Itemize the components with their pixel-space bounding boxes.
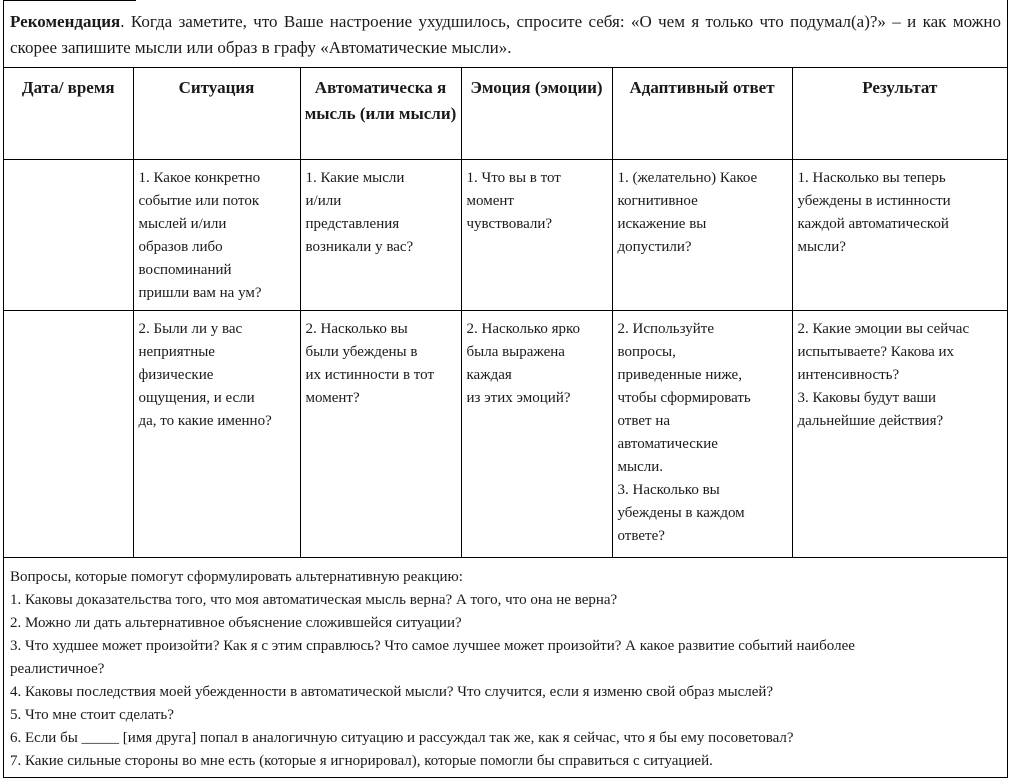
cell-text-line: событие или поток [138,192,260,209]
cell-emotion [461,310,612,557]
cell-text-line: чувствовали? [466,215,553,232]
cell-text-line: 2. Какие эмоции вы сейчас [797,320,970,337]
cell-text-line: мысли. [617,458,663,475]
cell-text-line: 2. Насколько вы [305,320,408,337]
question-item: реалистичное? [10,660,105,677]
header-situation: Ситуация [133,68,300,159]
cell-text-line: дальнейшие действия? [797,412,944,429]
header-emotion: Эмоция (эмоции) [461,68,612,159]
thought-record-sheet [3,0,1008,778]
cell-text-line: из этих эмоций? [466,389,571,406]
cell-text-line: момент [466,192,514,209]
cell-text-line: пришли вам на ум? [138,284,262,301]
cell-text-line: возникали у вас? [305,238,414,255]
header-adaptive-response: Адаптивный ответ [612,68,792,159]
question-item: 4. Каковы последствия моей убежденности в автоматической мысли? Что случится, если я изменю свой образ мыслей? [10,683,774,700]
recommendation-lead: Рекомендация [10,12,121,31]
cell-text-line: каждая [466,366,512,383]
cell-text-line: физические [138,366,214,383]
cell-text-line: да, то какие именно? [138,412,272,429]
cell-text-line: убеждены в каждом [617,504,745,521]
header-result: Результат [792,68,1007,159]
cell-text-line: неприятные [138,343,215,360]
cell-text-line: мыслей и/или [138,215,227,232]
cell-text-line: представления [305,215,400,232]
cell-date-time [4,310,133,557]
table-row [4,310,1007,557]
cell-text-line: и/или [305,192,342,209]
cell-result [792,310,1007,557]
cell-text-line: 2. Насколько ярко [466,320,581,337]
cell-text-line: были убеждены в [305,343,418,360]
cell-text-line: 2. Используйте [617,320,714,337]
cell-text-line: искажение вы [617,215,707,232]
thought-record-table [4,68,1007,558]
question-item: 5. Что мне стоит сделать? [10,706,174,723]
cell-text-line: допустили? [617,238,692,255]
cell-text-line: 1. Что вы в тот [466,169,561,186]
cell-text-line: мысли? [797,238,846,255]
cell-text-line: 1. Насколько вы теперь [797,169,946,186]
top-border-line [4,0,136,1]
cell-text-line: приведенные ниже, [617,366,742,383]
question-item: 7. Какие сильные стороны во мне есть (которые я игнорировал), которые помогли бы справиться с ситуацией. [10,752,713,769]
header-date-time: Дата/ время [4,68,133,159]
cell-text-line: 3. Насколько вы [617,481,720,498]
questions-heading: Вопросы, которые помогут сформулировать альтернативную реакцию: [10,568,463,585]
cell-text-line: ответе? [617,527,665,544]
cell-text-line: ответ на [617,412,670,429]
cell-text-line: образов либо [138,238,223,255]
cell-text-line: вопросы, [617,343,676,360]
cell-text-line: воспоминаний [138,261,232,278]
cell-text-line: каждой автоматической [797,215,949,232]
cell-text-line: 1. Какое конкретно [138,169,261,186]
cell-text-line: испытываете? Какова их [797,343,955,360]
question-item: 1. Каковы доказательства того, что моя автоматическая мысль верна? А того, что она не верна? [10,591,618,608]
cell-text-line: интенсивность? [797,366,900,383]
cell-text-line: была выражена [466,343,565,360]
cell-automatic-thought [300,159,461,310]
table-row [4,159,1007,310]
cell-situation [133,159,300,310]
cell-text-line: 1. (желательно) Какое [617,169,758,186]
header-automatic-thought: Автоматическа я мысль (или мысли) [300,68,461,159]
question-item: 2. Можно ли дать альтернативное объяснение сложившейся ситуации? [10,614,462,631]
recommendation-paragraph [4,0,1007,68]
cell-situation [133,310,300,557]
cell-result [792,159,1007,310]
cell-adaptive-response [612,159,792,310]
cell-text-line: чтобы сформировать [617,389,751,406]
cell-text-line: автоматические [617,435,718,452]
cell-adaptive-response [612,310,792,557]
cell-text-line: когнитивное [617,192,698,209]
cell-text-line: их истинности в тот [305,366,435,383]
cell-text-line: убеждены в истинности [797,192,951,209]
cell-text-line: 1. Какие мысли [305,169,405,186]
helper-questions [4,558,1007,777]
question-item: 6. Если бы _____ [имя друга] попал в аналогичную ситуацию и рассуждал так же, как я сейчас, что я бы ему посоветовал? [10,729,794,746]
cell-date-time [4,159,133,310]
cell-text-line: 3. Каковы будут ваши [797,389,937,406]
cell-text-line: 2. Были ли у вас [138,320,243,337]
table-header-row [4,68,1007,159]
cell-automatic-thought [300,310,461,557]
cell-emotion [461,159,612,310]
cell-text-line: ощущения, и если [138,389,255,406]
cell-text-line: момент? [305,389,360,406]
question-item: 3. Что худшее может произойти? Как я с этим справлюсь? Что самое лучшее может произойти? А какое развитие событий наиболее [10,637,855,654]
recommendation-text: . Когда заметите, что Ваше настроение ухудшилось, спросите себя: «О чем я только что подумал(а)?» – и как можно скорее запишите мысли или образ в графу «Автоматические мысли». [10,12,1001,57]
